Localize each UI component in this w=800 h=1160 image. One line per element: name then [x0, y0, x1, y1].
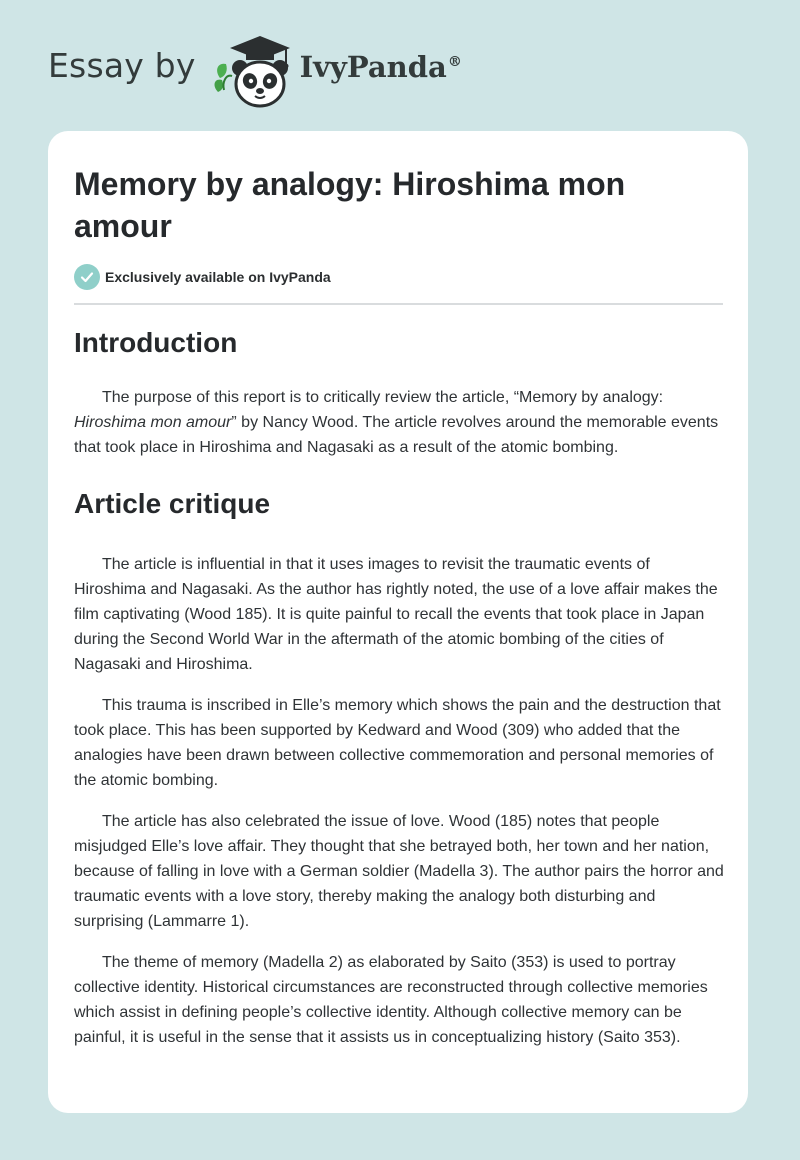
panda-graduate-icon [210, 30, 298, 110]
essay-card [48, 131, 748, 1113]
section-heading-introduction: Introduction [74, 327, 238, 358]
exclusive-badge [74, 264, 331, 290]
essay-body [74, 323, 726, 1050]
badge-label: Exclusively available on IvyPanda [105, 269, 331, 285]
critique-paragraph-3: The article has also celebrated the issue of love. Wood (185) notes that people misjudged Elle’s love affair. They thought that she betrayed both, her town and her nation, because of falling in love with a German soldier (Madella 3). The author pairs the horror and traumatic events with a love story, thereby making the analogy both disturbing and surprising (Lammarre 1). [74, 813, 724, 930]
critique-paragraph-2: This trauma is inscribed in Elle’s memory which shows the pain and the destruction that took place. This has been supported by Kedward and Wood (309) who added that the analogies have been drawn between collective commemoration and personal memories of the atomic bombing. [74, 697, 721, 789]
page-title: Memory by analogy: Hiroshima mon amour [74, 166, 626, 244]
section-heading-article-critique: Article critique [74, 488, 271, 519]
intro-paragraph: The purpose of this report is to critically review the article, “Memory by analogy: Hiroshima mon amour” by Nancy Wood. The article revolves around the memorable events that took place in Hiroshima and Nagasaki as a result of the atomic bombing. [74, 389, 719, 456]
brand-header[interactable] [48, 30, 462, 110]
brand-name: IvyPanda® [299, 50, 462, 84]
critique-paragraph-1: The article is influential in that it uses images to revisit the traumatic events of Hiroshima and Nagasaki. As the author has rightly noted, the use of a love affair makes the film captivating (Wood 185). It is quite painful to recall the events that took place in Japan during the Second World War in the aftermath of the atomic bombing of the cities of Nagasaki and Hiroshima. [74, 556, 718, 673]
divider [74, 303, 723, 305]
brand-prefix: Essay by [48, 45, 196, 85]
check-circle-icon [74, 264, 100, 290]
critique-paragraph-4: The theme of memory (Madella 2) as elaborated by Saito (353) is used to portray collective identity. Historical circumstances are reconstructed through collective memories which assist in defining people’s collective identity. Although collective memory can be painful, it is useful in the sense that it assists us in conceptualizing history (Saito 353). [74, 954, 708, 1046]
